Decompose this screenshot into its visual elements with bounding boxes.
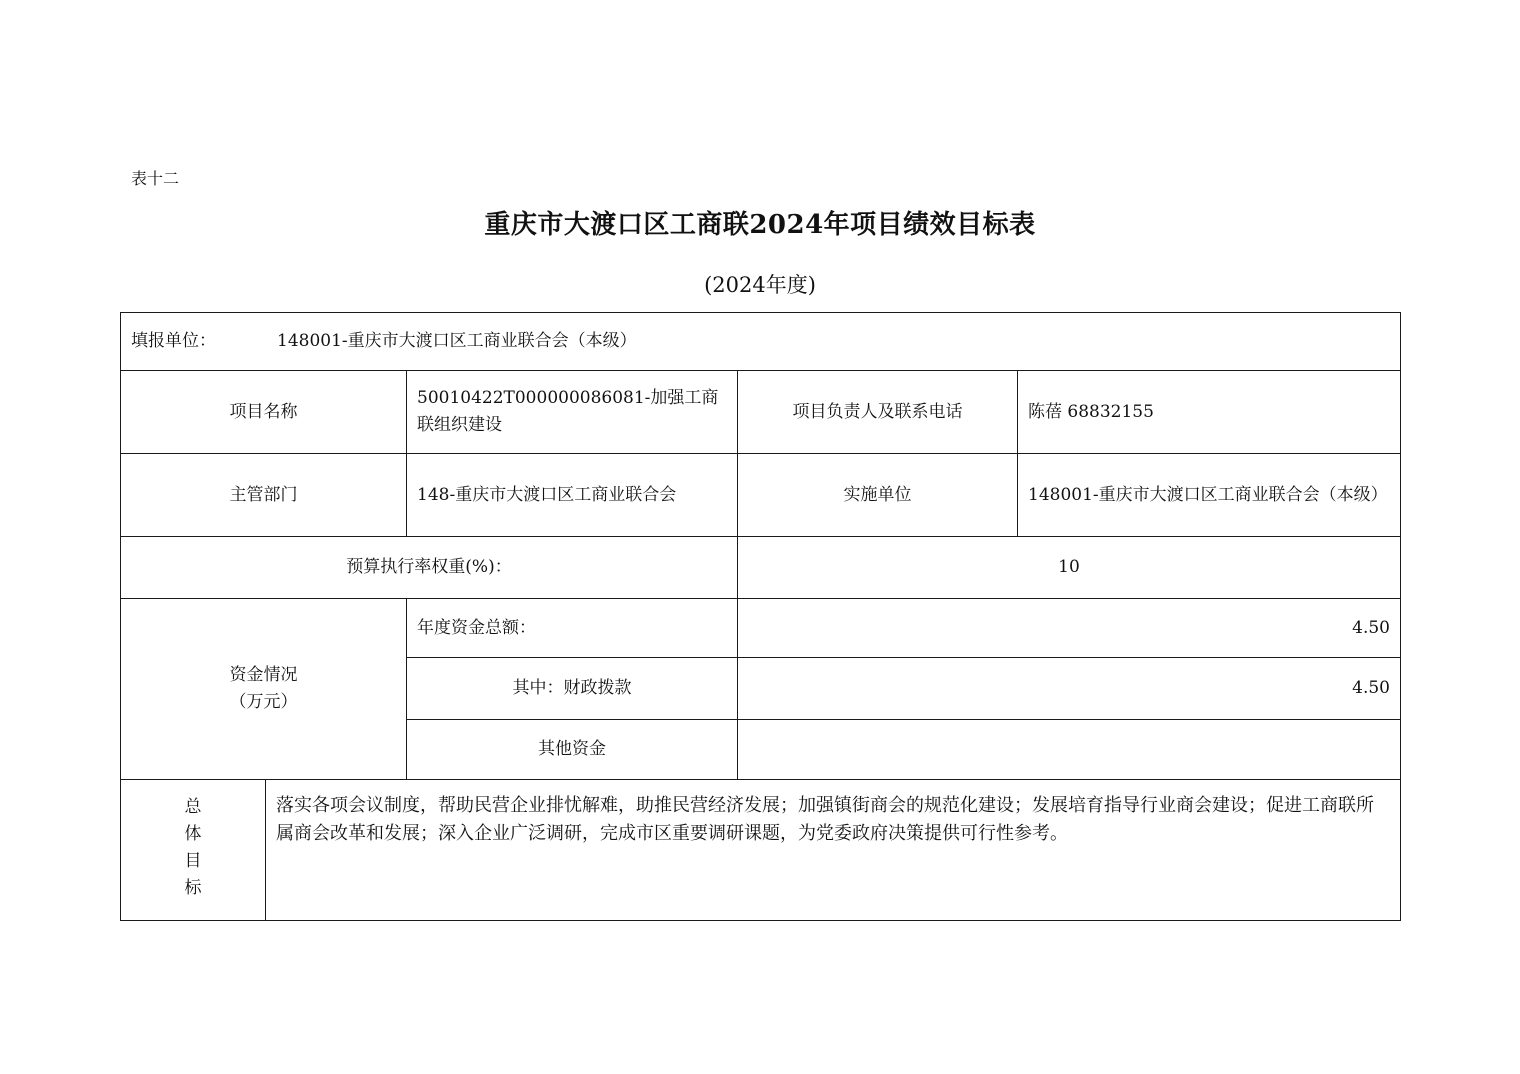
funds-label-line2: （万元） bbox=[229, 692, 298, 712]
overall-goal-row bbox=[121, 780, 1401, 921]
department-label: 主管部门 bbox=[121, 454, 407, 537]
funds-fiscal-value: 4.50 bbox=[738, 658, 1401, 720]
fill-unit-value: 148001-重庆市大渡口区工商业联合会（本级） bbox=[277, 331, 637, 351]
funds-total-value: 4.50 bbox=[738, 599, 1401, 658]
project-owner-label: 项目负责人及联系电话 bbox=[738, 371, 1018, 454]
funds-other-label: 其他资金 bbox=[407, 720, 738, 780]
department-row bbox=[121, 454, 1401, 537]
budget-weight-row bbox=[121, 537, 1401, 599]
funds-label-line1: 资金情况 bbox=[229, 665, 298, 685]
fill-unit-row bbox=[121, 313, 1401, 371]
implementing-unit-label: 实施单位 bbox=[738, 454, 1018, 537]
performance-target-table bbox=[120, 312, 1401, 921]
project-name-label: 项目名称 bbox=[121, 371, 407, 454]
budget-weight-value: 10 bbox=[738, 537, 1401, 599]
project-name-value: 50010422T000000086081-加强工商联组织建设 bbox=[407, 371, 738, 454]
implementing-unit-value: 148001-重庆市大渡口区工商业联合会（本级） bbox=[1018, 454, 1401, 537]
overall-goal-label-char: 总 bbox=[184, 797, 202, 817]
fill-unit-label: 填报单位： bbox=[131, 331, 216, 351]
project-name-row bbox=[121, 371, 1401, 454]
funds-fiscal-label: 其中：财政拨款 bbox=[407, 658, 738, 720]
funds-other-value bbox=[738, 720, 1401, 780]
department-value: 148-重庆市大渡口区工商业联合会 bbox=[407, 454, 738, 537]
funds-total-row bbox=[121, 599, 1401, 658]
project-owner-value: 陈蓓 68832155 bbox=[1018, 371, 1401, 454]
fill-unit-cell bbox=[121, 313, 1401, 371]
overall-goal-label-char: 标 bbox=[184, 878, 202, 898]
overall-goal-label bbox=[121, 780, 266, 921]
overall-goal-label-char: 体 bbox=[184, 824, 202, 844]
document-title: 重庆市大渡口区工商联2024年项目绩效目标表 bbox=[484, 210, 1036, 240]
document-subtitle: (2024年度) bbox=[704, 273, 816, 297]
overall-goal-text: 落实各项会议制度，帮助民营企业排忧解难，助推民营经济发展；加强镇街商会的规范化建设；发展培育指导行业商会建设；促进工商联所属商会改革和发展；深入企业广泛调研，完成市区重要调研课题，为党委政府决策提供可行性参考。 bbox=[266, 780, 1401, 921]
budget-weight-label: 预算执行率权重(%)： bbox=[121, 537, 738, 599]
overall-goal-label-char: 目 bbox=[184, 851, 202, 871]
table-number-label: 表十二 bbox=[131, 169, 180, 188]
funds-total-label: 年度资金总额： bbox=[407, 599, 738, 658]
funds-label bbox=[121, 599, 407, 780]
